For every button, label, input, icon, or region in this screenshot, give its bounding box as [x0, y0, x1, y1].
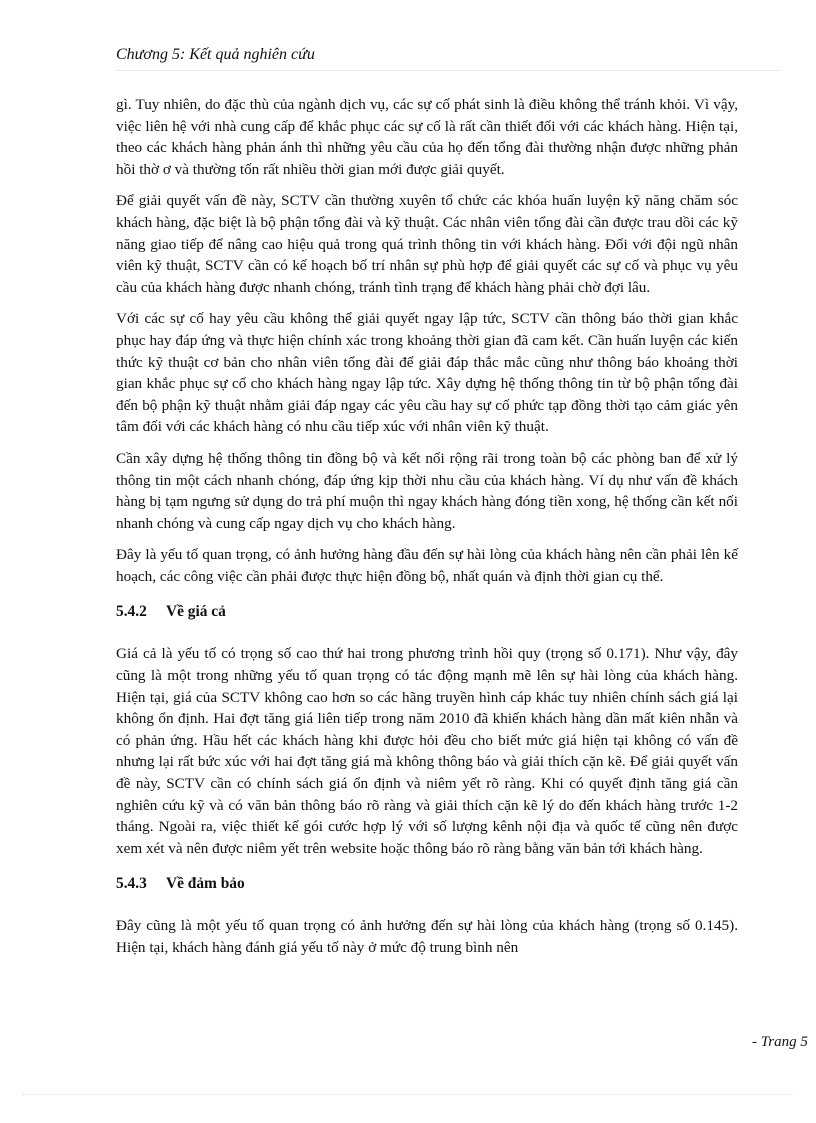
section-title: Về giá cả [166, 603, 226, 621]
document-body [116, 94, 738, 969]
section-number: 5.4.2 [116, 603, 147, 621]
paragraph-importance: Đây là yếu tố quan trọng, có ảnh hưởng hàng đầu đến sự hài lòng của khách hàng nên cần phải lên kế hoạch, các công việc cần phải được thực hiện đồng bộ, nhất quán và định thời gian cụ thể. [116, 546, 738, 585]
paragraph-pricing: Giá cả là yếu tố có trọng số cao thứ hai trong phương trình hồi quy (trọng số 0.171). Như vậy, đây cũng là một trong những yếu tố quan trọng có tác động mạnh mẽ lên sự hài lòng của khách hàng. Hiện tại, giá của SCTV không cao hơn so các hãng truyền hình cáp khác tuy nhiên chính sách giá lại không ổn định. Hai đợt tăng giá liên tiếp trong năm 2010 đã khiến khách hàng dần mất kiên nhẫn và có phản ứng. Hầu hết các khách hàng khi được hỏi đều cho biết mức giá hiện tại không có vấn đề nhưng lại rất bức xúc với hai đợt tăng giá mà không thông báo và giải thích cặn kẽ. Để giải quyết vấn đề này, SCTV cần có chính sách giá ổn định và niêm yết rõ ràng. Khi có quyết định tăng giá cần nghiên cứu kỹ và có văn bản thông báo rõ ràng và giải thích cặn kẽ lý do đến khách hàng trước 1-2 tháng. Ngoài ra, việc thiết kế gói cước hợp lý với số lượng kênh nội địa và quốc tế cũng nên được xem xét và nên được niêm yết trên website hoặc thông báo rõ ràng bằng văn bản tới khách hàng. [116, 645, 738, 857]
chapter-header: Chương 5: Kết quả nghiên cứu [116, 46, 315, 63]
paragraph-assurance: Đây cũng là một yếu tố quan trọng có ảnh hưởng đến sự hài lòng của khách hàng (trọng số 0.145). Hiện tại, khách hàng đánh giá yếu tố này ở mức độ trung bình nên [116, 917, 738, 956]
paragraph-continuation: gì. Tuy nhiên, do đặc thù của ngành dịch vụ, các sự cố phát sinh là điều không thể tránh khỏi. Vì vậy, việc liên hệ với nhà cung cấp để khắc phục các sự cố là rất cần thiết đối với các khách hàng. Hiện tại, theo các khách hàng phản ánh thì những yêu cầu của họ đến tổng đài thường nhận được những phản hồi thờ ơ và thường tốn rất nhiều thời gian mới được giải quyết. [116, 96, 738, 178]
section-heading-5-4-3 [116, 873, 738, 895]
header-divider [116, 70, 780, 71]
page-number: - Trang 5 [752, 1034, 808, 1050]
section-title: Về đảm bảo [166, 875, 245, 893]
page-bottom-divider [22, 1094, 794, 1095]
paragraph-customer-care-training: Để giải quyết vấn đề này, SCTV cần thường xuyên tổ chức các khóa huấn luyện kỹ năng chăm sóc khách hàng, đặc biệt là bộ phận tổng đài và kỹ thuật. Các nhân viên tổng đài cần được trau dồi các kỹ năng giao tiếp để nâng cao hiệu quả trong quá trình thông tin với khách hàng. Đối với đội ngũ nhân viên kỹ thuật, SCTV cần có kế hoạch bố trí nhân sự phù hợp để giải quyết các sự cố và phục vụ yêu cầu của khách hàng được nhanh chóng, tránh tình trạng để khách hàng phải chờ đợi lâu. [116, 192, 738, 296]
section-heading-5-4-2 [116, 601, 738, 623]
section-number: 5.4.3 [116, 875, 147, 893]
paragraph-incident-response: Với các sự cố hay yêu cầu không thể giải quyết ngay lập tức, SCTV cần thông báo thời gian khắc phục hay đáp ứng và thực hiện chính xác trong khoảng thời gian đã cam kết. Cần huấn luyện các kiến thức kỹ thuật cơ bản cho nhân viên tổng đài để giải đáp thắc mắc cũng như thông báo khoảng thời gian khắc phục sự cố cho khách hàng ngay lập tức. Xây dựng hệ thống thông tin từ bộ phận tổng đài đến bộ phận kỹ thuật nhằm giải đáp ngay các yêu cầu hay sự cố phức tạp đồng thời tạo cảm giác yên tâm đối với các khách hàng có nhu cầu tiếp xúc với nhân viên kỹ thuật. [116, 310, 738, 436]
paragraph-information-system: Cần xây dựng hệ thống thông tin đồng bộ và kết nối rộng rãi trong toàn bộ các phòng ban để xử lý thông tin một cách nhanh chóng, đáp ứng kịp thời nhu cầu của khách hàng. Ví dụ như vấn đề khách hàng bị tạm ngưng sử dụng do trả phí muộn thì ngay khách hàng đóng tiền xong, hệ thống cần kết nối nhanh chóng và cung cấp ngay dịch vụ cho khách hàng. [116, 449, 738, 532]
